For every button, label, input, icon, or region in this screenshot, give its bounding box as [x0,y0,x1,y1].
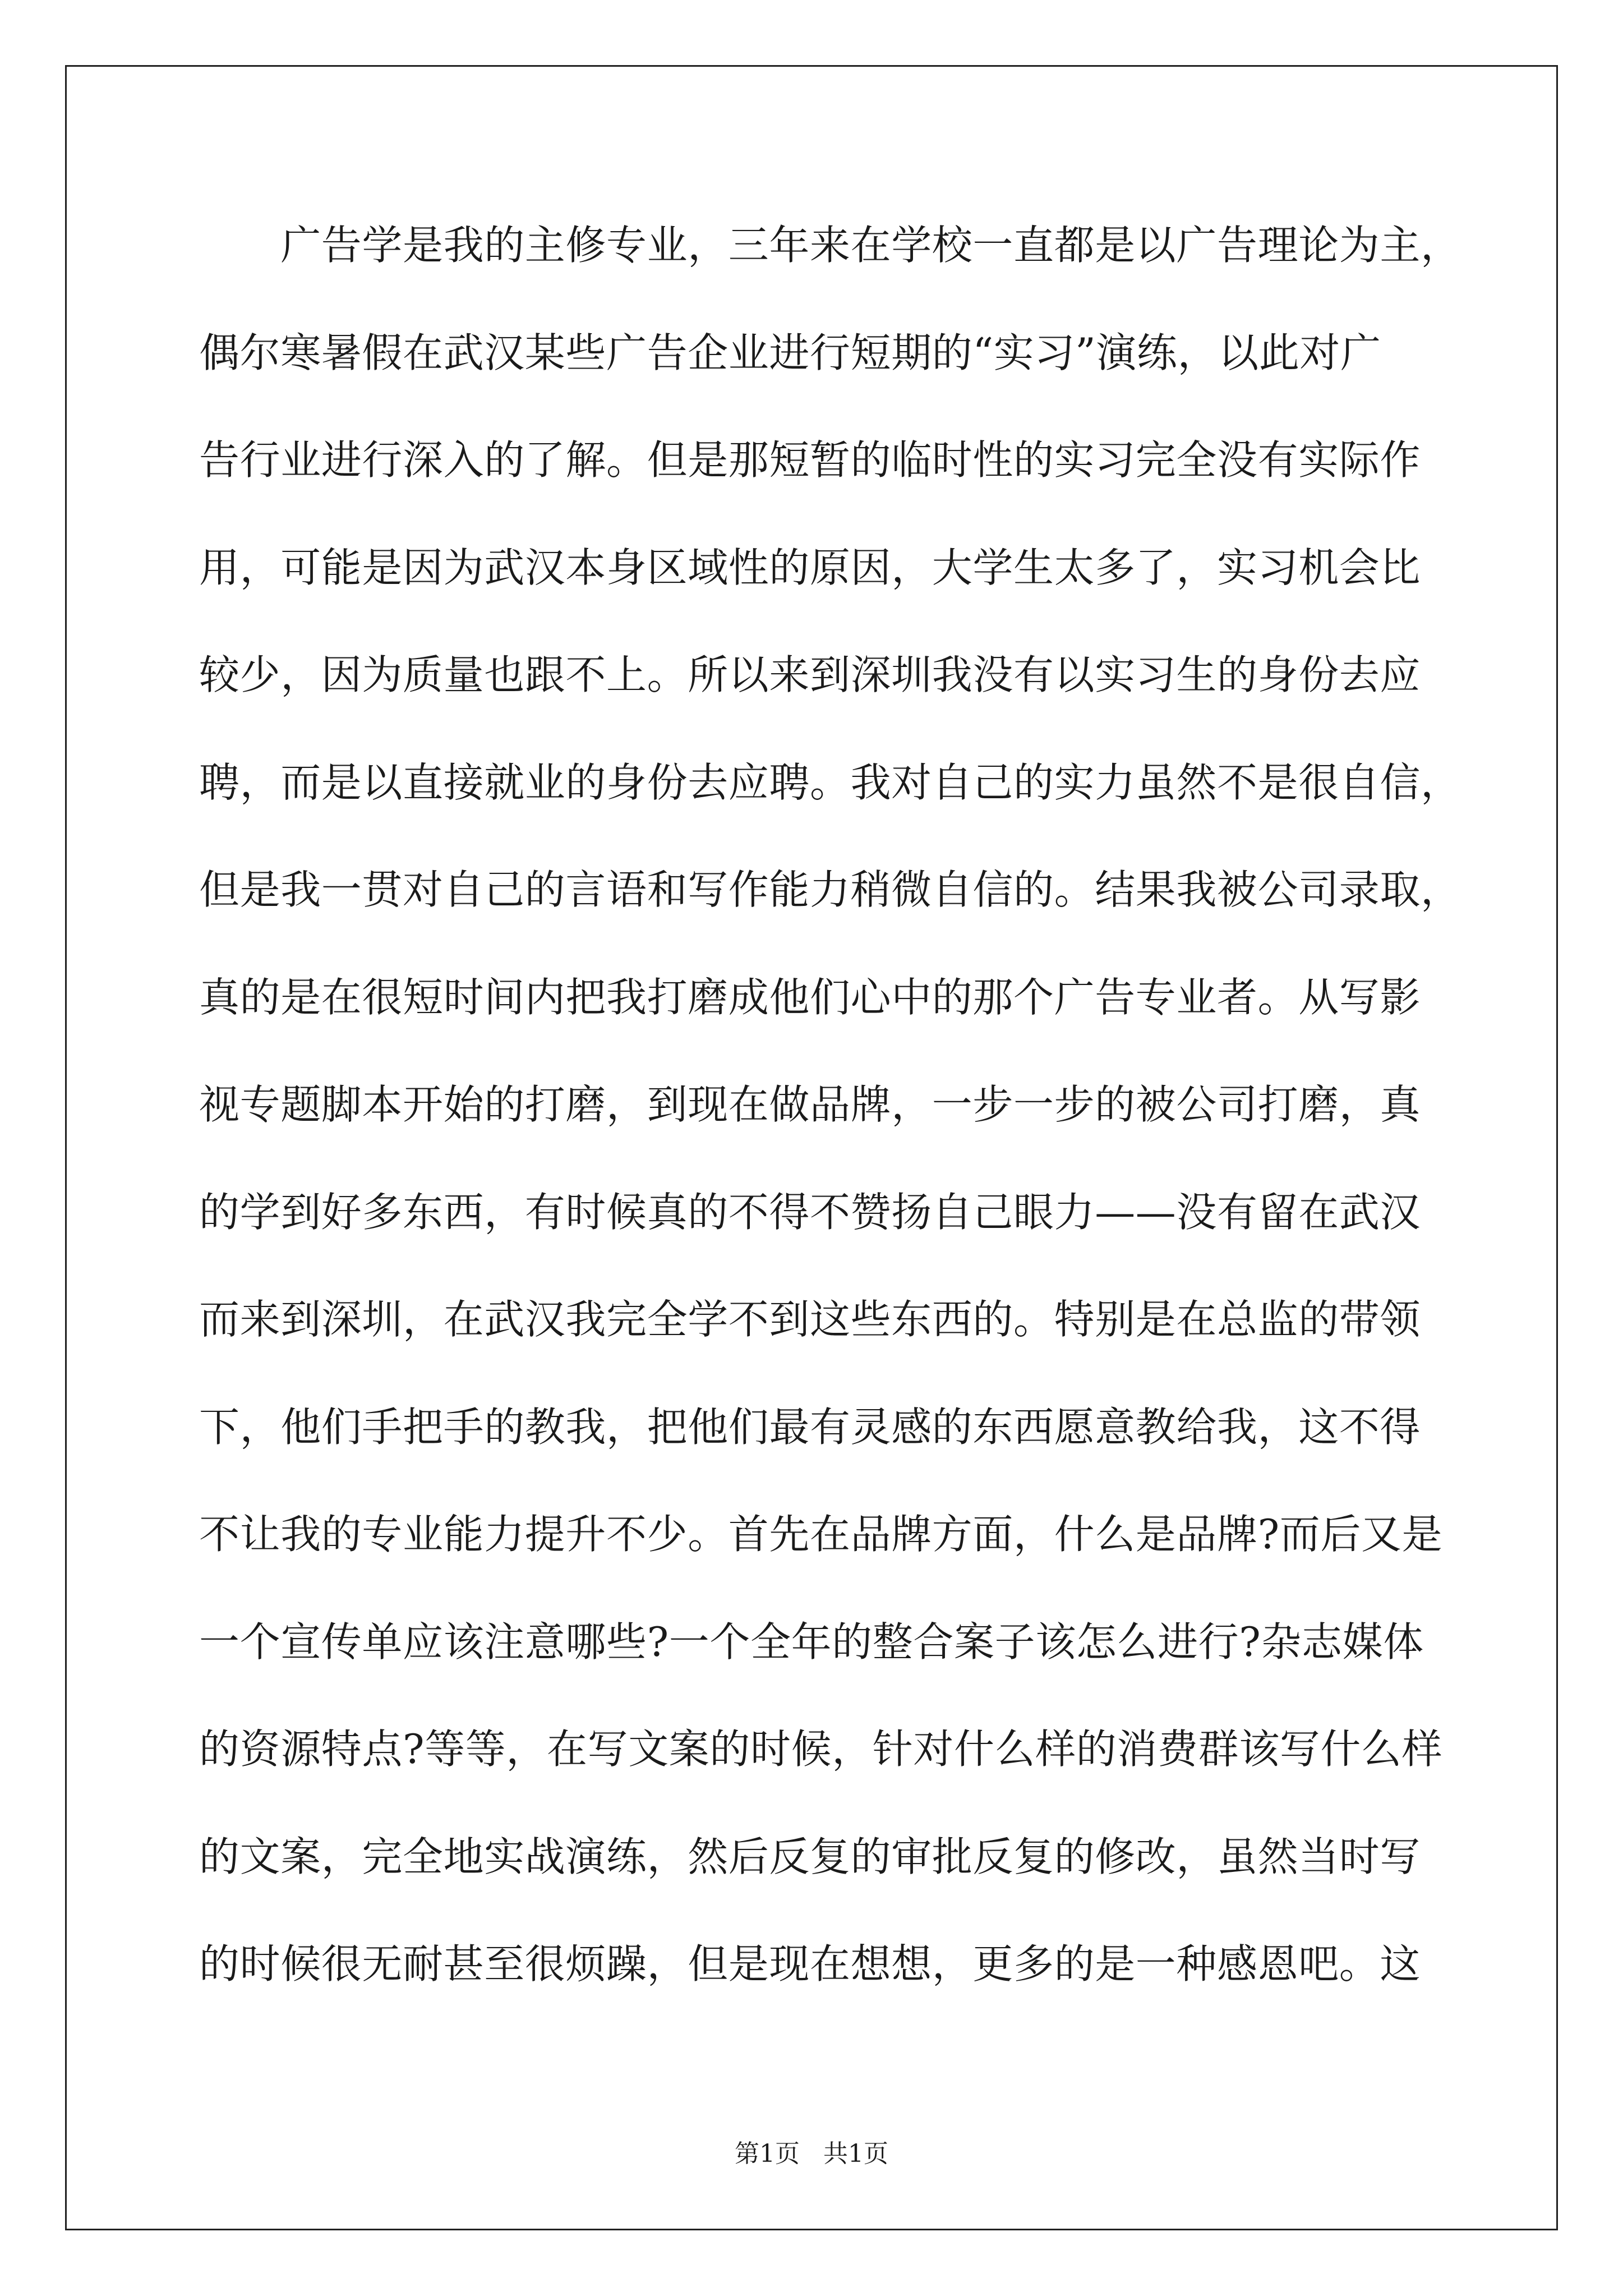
text-line: 偶尔寒暑假在武汉某些广告企业进行短期的“实习”演练，以此对广 [199,329,1381,376]
text-line: 但是我一贯对自己的言语和写作能力稍微自信的。结果我被公司录取， [199,866,1461,913]
text-line: 的资源特点?等等，在写文案的时候，针对什么样的消费群该写什么样 [199,1726,1443,1773]
text-line: 不让我的专业能力提升不少。首先在品牌方面，什么是品牌?而后又是 [199,1511,1443,1558]
text-line: 的时候很无耐甚至很烦躁，但是现在想想，更多的是一种感恩吧。这 [199,1940,1421,1987]
text-line: 下，他们手把手的教我，把他们最有灵感的东西愿意教给我，这不得 [199,1403,1421,1451]
text-line: 广告学是我的主修专业，三年来在学校一直都是以广告理论为主， [199,222,1461,269]
text-line: 聘，而是以直接就业的身份去应聘。我对自己的实力虽然不是很自信， [199,758,1461,806]
text-line: 较少，因为质量也跟不上。所以来到深圳我没有以实习生的身份去应 [199,651,1421,698]
text-line: 用，可能是因为武汉本身区域性的原因，大学生太多了，实习机会比 [199,544,1421,591]
text-line: 告行业进行深入的了解。但是那短暂的临时性的实习完全没有实际作 [199,436,1421,484]
text-line: 一个宣传单应该注意哪些?一个全年的整合案子该怎么进行?杂志媒体 [199,1618,1424,1665]
text-line: 真的是在很短时间内把我打磨成他们心中的那个广告专业者。从写影 [199,973,1421,1021]
page-number-footer: 第1页 共1页 [735,2139,888,2168]
text-line: 而来到深圳，在武汉我完全学不到这些东西的。特别是在总监的带领 [199,1296,1421,1343]
text-line: 的学到好多东西，有时候真的不得不赞扬自己眼力——没有留在武汉 [199,1188,1421,1236]
text-line: 视专题脚本开始的打磨，到现在做品牌，一步一步的被公司打磨，真 [199,1081,1421,1128]
body-paragraph [199,215,1461,2041]
text-line: 的文案，完全地实战演练，然后反复的审批反复的修改，虽然当时写 [199,1833,1421,1880]
